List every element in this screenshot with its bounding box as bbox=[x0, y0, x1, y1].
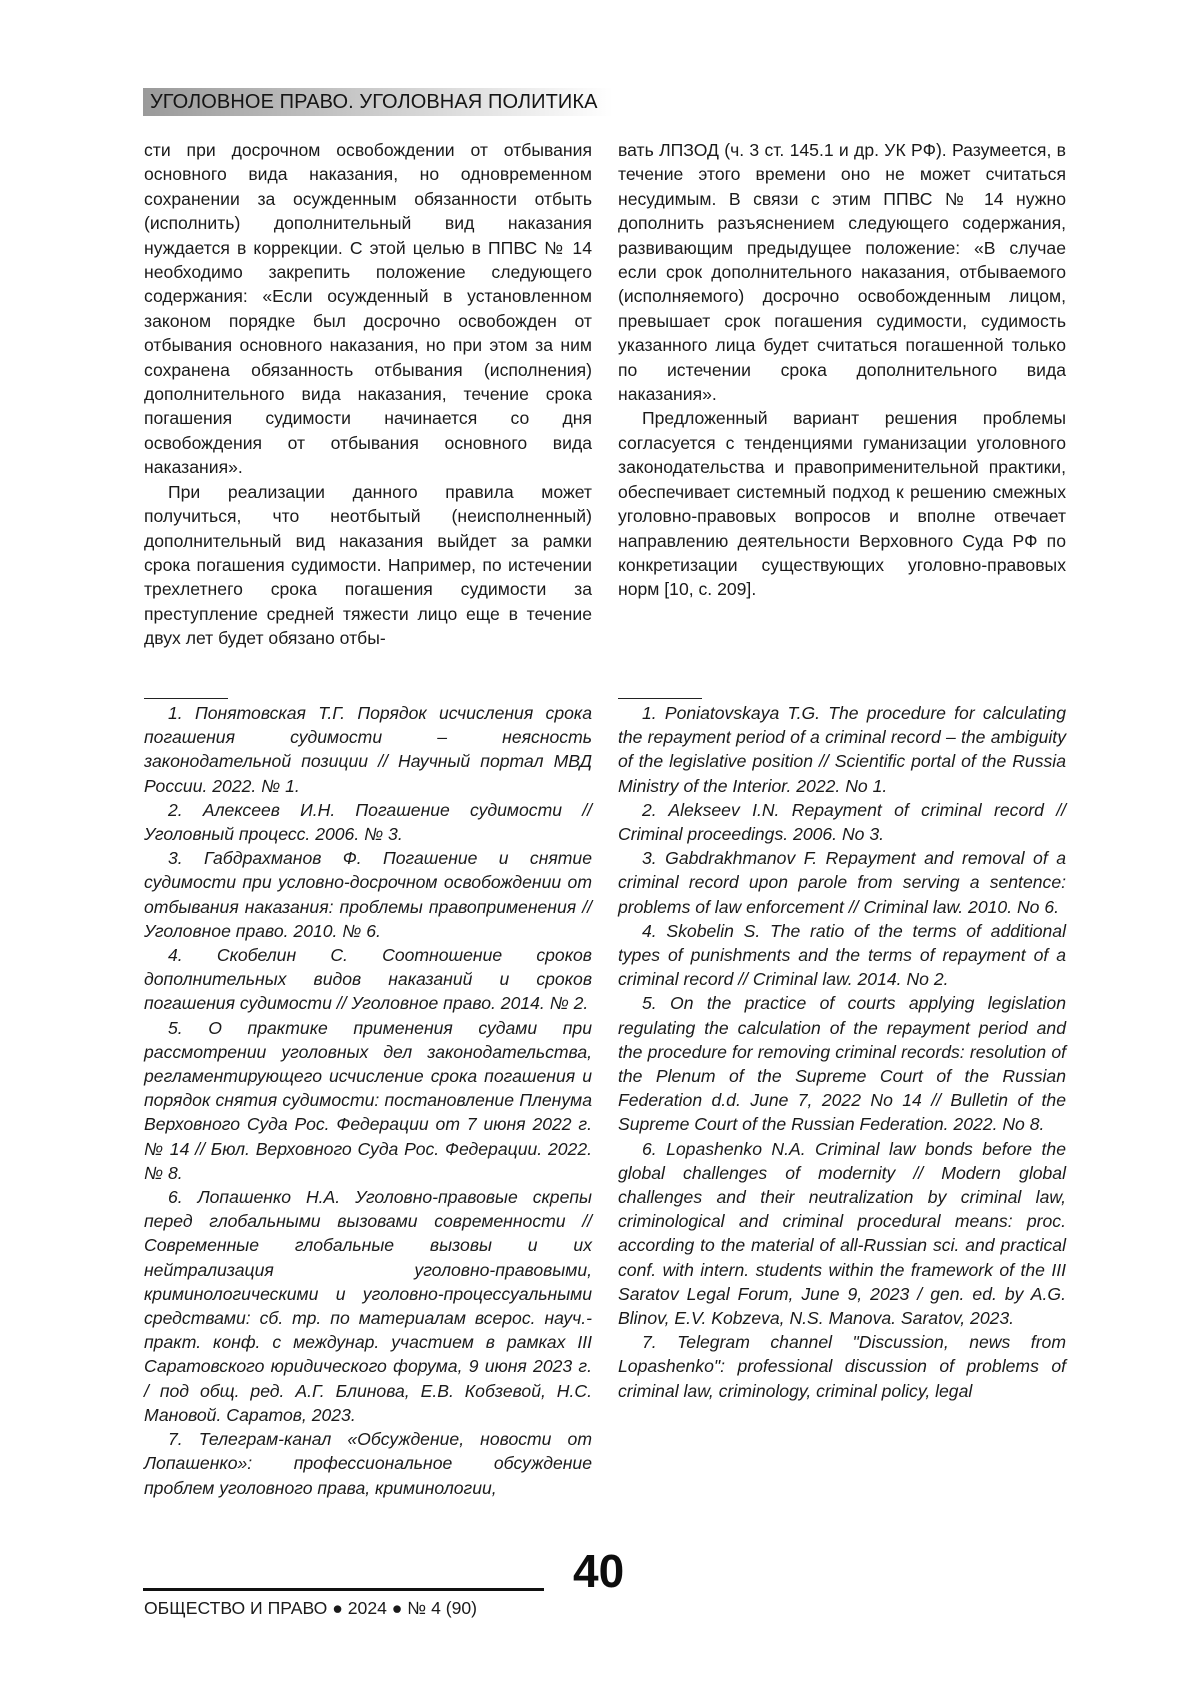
paragraph: Предложенный вариант решения проблемы согласуется с тенденциями гуманизации уголовного законодательства и правоприменительной практики, обеспечивает системный подход к решению смежных уголовно-правовых вопросов и вполне отвечает направлению деятельности Верховного Суда РФ по конкретизации существующих уголовно-правовых норм [10, с. 209]. bbox=[618, 408, 1066, 600]
journal-info: ОБЩЕСТВО И ПРАВО ● 2024 ● № 4 (90) bbox=[144, 1598, 478, 1618]
paragraph: вать ЛПЗОД (ч. 3 ст. 145.1 и др. УК РФ). Разумеется, в течение этого времени оно не может считаться несудимым. В связи с этим ППВС № 14 нужно дополнить разъяснением следующего содержания, развивающим предыдущее положение: «В случае если срок дополнительного наказания, отбываемого (исполняемого) досрочно освобожденным лицом, превышает срок погашения судимости, судимость указанного лица будет считаться погашенной только по истечении срока дополнительного вида наказания». bbox=[618, 140, 1066, 405]
paragraph: сти при досрочном освобождении от отбывания основного вида наказания, но одновременном сохранении за осужденным обязанности отбыть (исполнить) дополнительный вид наказания нуждается в коррекции. С этой целью в ППВС № 14 необходимо закрепить положение следующего содержания: «Если осужденный в установленном законом порядке был досрочно освобожден от отбывания основного наказания, но при этом за ним сохранена обязанность отбывания (исполнения) дополнительного вида наказания, течение срока погашения судимости начинается со дня освобождения от отбывания основного вида наказания». bbox=[144, 140, 592, 478]
reference-item: 3. Gabdrakhmanov F. Repayment and removal of a criminal record upon parole from serving a sentence: problems of law enforcement // Criminal law. 2010. No 6. bbox=[618, 848, 1066, 917]
section-title: УГОЛОВНОЕ ПРАВО. УГОЛОВНАЯ ПОЛИТИКА bbox=[150, 91, 598, 113]
body-column-left bbox=[144, 138, 592, 651]
reference-item: 5. On the practice of courts applying legislation regulating the calculation of the repayment period and the procedure for removing criminal records: resolution of the Plenum of the Supreme Court of the Russian Federation d.d. June 7, 2022 No 14 // Bulletin of the Supreme Court of the Russian Federation. 2022. No 8. bbox=[618, 993, 1066, 1135]
references-english bbox=[618, 701, 1066, 1403]
reference-item: 4. Skobelin S. The ratio of the terms of additional types of punishments and the terms of repayment of a criminal record // Criminal law. 2014. No 2. bbox=[618, 920, 1066, 990]
reference-item: 3. Габдрахманов Ф. Погашение и снятие судимости при условно-досрочном освобождении от отбывания наказания: проблемы правоприменения // Уголовное право. 2010. № 6. bbox=[144, 848, 592, 941]
reference-item: 6. Лопашенко Н.А. Уголовно-правовые скрепы перед глобальными вызовами современности // Современные глобальные вызовы и их нейтрализация уголовно-правовыми, криминологическими и уголовно-процессуальными средствами: сб. тр. по материалам всерос. науч.-практ. конф. с междунар. участием в рамках III Саратовского юридического форума, 9 июня 2023 г. / под общ. ред. А.Г. Блинова, Е.В. Кобзевой, Н.С. Мановой. Саратов, 2023. bbox=[144, 1187, 592, 1425]
reference-item: 7. Телеграм-канал «Обсуждение, новости от Лопашенко»: профессиональное обсуждение проблем уголовного права, криминологии, bbox=[144, 1429, 592, 1498]
body-column-right bbox=[618, 138, 1066, 602]
reference-item: 5. О практике применения судами при рассмотрении уголовных дел законодательства, регламентирующего исчисление срока погашения и порядок снятия судимости: постановление Пленума Верховного Суда Рос. Федерации от 7 июня 2022 г. № 14 // Бюл. Верховного Суда Рос. Федерации. 2022. № 8. bbox=[144, 1017, 592, 1183]
reference-item: 2. Alekseev I.N. Repayment of criminal record // Criminal proceedings. 2006. No 3. bbox=[618, 799, 1066, 845]
paragraph: При реализации данного правила может получиться, что неотбытый (неисполненный) дополнительный вид наказания выйдет за рамки срока погашения судимости. Например, по истечении трехлетнего срока погашения судимости за преступление средней тяжести лицо еще в течение двух лет будет обязано отбы- bbox=[144, 481, 592, 649]
reference-item: 7. Telegram channel "Discussion, news from Lopashenko": professional discussion of problems of criminal law, criminology, criminal policy, legal bbox=[618, 1332, 1066, 1401]
footer-rule bbox=[143, 1588, 544, 1591]
references-russian bbox=[144, 701, 592, 1500]
reference-item: 1. Понятовская Т.Г. Порядок исчисления срока погашения судимости – неясность законодательной позиции // Научный портал МВД России. 2022. № 1. bbox=[144, 703, 592, 796]
footnote-divider bbox=[618, 698, 702, 699]
reference-item: 6. Lopashenko N.A. Criminal law bonds before the global challenges of modernity // Modern global challenges and their neutralization by criminal law, criminological and criminal procedural means: proc. according to the material of all-Russian sci. and practical conf. with intern. students within the framework of the III Saratov Legal Forum, June 9, 2023 / gen. ed. by A.G. Blinov, E.V. Kobzeva, N.S. Manova. Saratov, 2023. bbox=[618, 1138, 1066, 1329]
footnote-divider bbox=[144, 698, 228, 699]
page-number: 40 bbox=[573, 1545, 625, 1597]
reference-item: 4. Скобелин С. Соотношение сроков дополнительных видов наказаний и сроков погашения судимости // Уголовное право. 2014. № 2. bbox=[144, 945, 592, 1014]
reference-item: 1. Poniatovskaya T.G. The procedure for calculating the repayment period of a criminal record – the ambiguity of the legislative position // Scientific portal of the Russia Ministry of the Interior. 2022. No 1. bbox=[618, 703, 1066, 796]
reference-item: 2. Алексеев И.Н. Погашение судимости // Уголовный процесс. 2006. № 3. bbox=[144, 799, 592, 845]
